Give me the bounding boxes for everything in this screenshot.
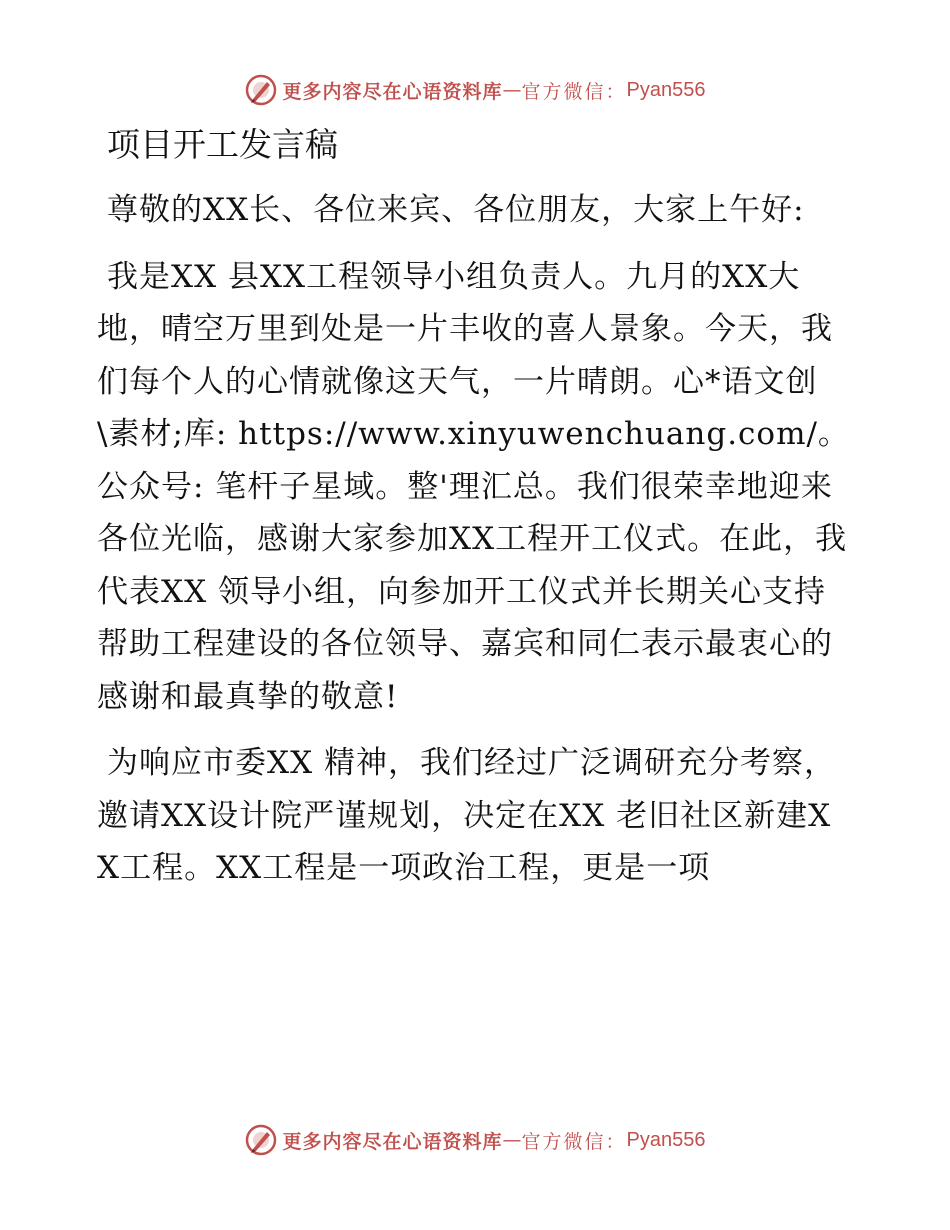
banner-brand-text: 更多内容尽在心语资料库: [282, 1130, 503, 1153]
banner-official-label: 官方微信：: [521, 80, 627, 103]
paragraph-greeting: 尊敬的XX长、各位来宾、各位朋友，大家上午好:: [107, 192, 805, 228]
paragraph-introduction: 我是XX 县XX工程领导小组负责人。九月的XX大地，晴空万里到处是一片丰收的喜人景象。今天，我们每个人的心情就像这天气，一片晴朗。心*语文创\素材;库: https://www.xinyuwenchuang.com/。公众号: 笔杆子星域。整'理汇总。我们很荣幸地迎来各位光临，感谢大家参加XX工程开工仪式。在此，我代表XX 领导小组，向参加开工仪式并长期关心支持帮助工程建设的各位领导、嘉宾和同仁表示最衷心的感谢和最真挚的敬意!: [97, 258, 850, 715]
document-title: 项目开工发言稿: [107, 125, 338, 164]
banner-brand-text: 更多内容尽在心语资料库: [282, 80, 503, 103]
banner-official-label: 官方微信：: [521, 1130, 627, 1153]
pen-logo-icon: [245, 1124, 277, 1156]
document-body: [97, 120, 852, 909]
footer-banner: [0, 1120, 950, 1160]
header-banner: [0, 70, 950, 110]
banner-wechat-id: Pyan556: [626, 78, 706, 101]
paragraph-project: 为响应市委XX 精神，我们经过广泛调研充分考察，邀请XX设计院严谨规划，决定在XX 老旧社区新建XX工程。XX工程是一项政治工程，更是一项: [97, 745, 836, 886]
banner-separator: —: [502, 1129, 522, 1151]
banner-wechat-id: Pyan556: [626, 1128, 706, 1151]
banner-separator: —: [502, 79, 522, 101]
pen-logo-icon: [245, 74, 277, 106]
